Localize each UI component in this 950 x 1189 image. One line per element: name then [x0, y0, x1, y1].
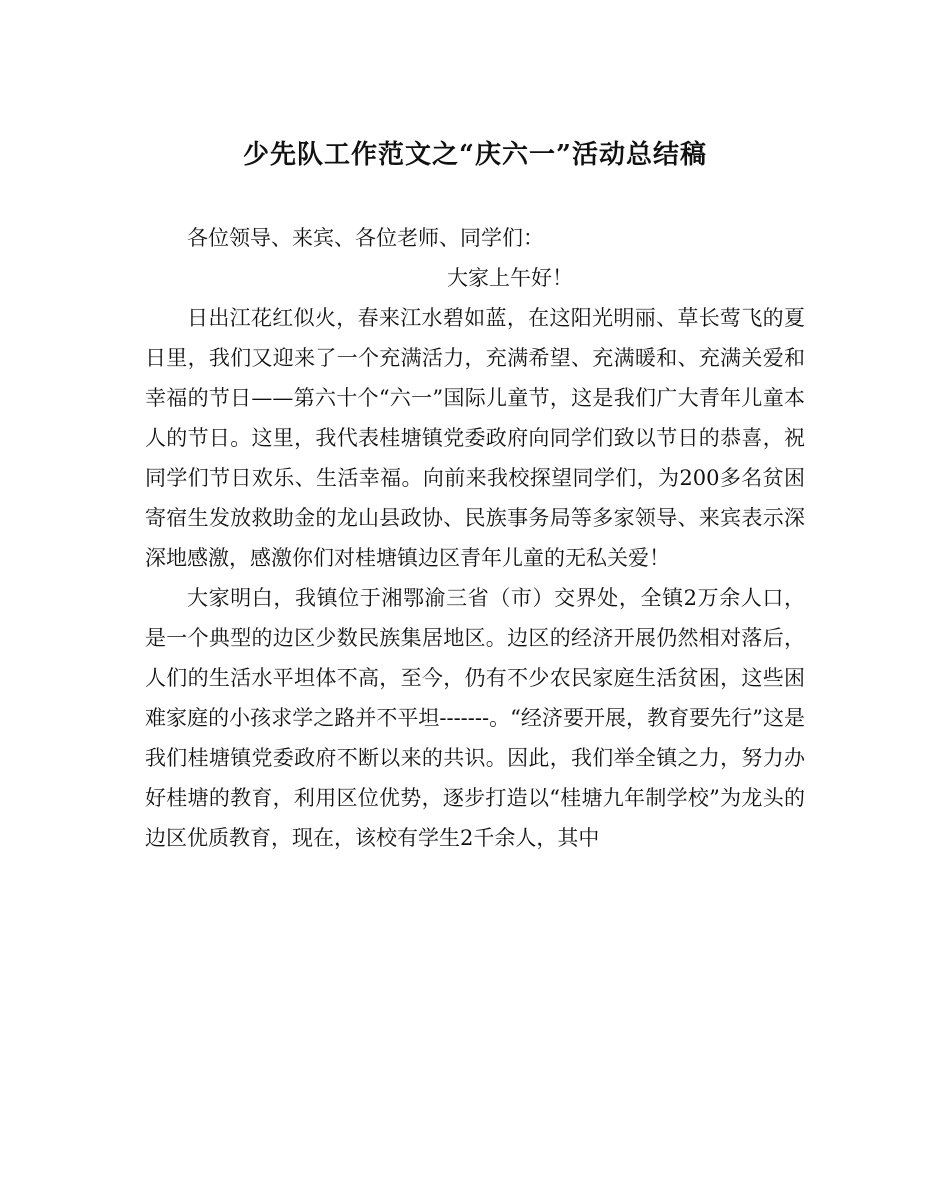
document-title: 少先队工作范文之“庆六一”活动总结稿 — [243, 140, 707, 170]
paragraph-2: 大家明白，我镇位于湘鄂渝三省（市）交界处，全镇2万余人口，是一个典型的边区少数民族集居地区。边区的经济开展仍然相对落后，人们的生活水平坦体不高，至今，仍有不少农民家庭生活贫困，这些困难家庭的小孩求学之路并不平坦-------。“经济要开展，教育要先行”这是我们桂塘镇党委政府不断以来的共识。因此，我们举全镇之力，努力办好桂塘的教育，利用区位优势，逐步打造以“桂塘九年制学校”为龙头的边区优质教育，现在，该校有学生2千余人，其中 — [145, 586, 805, 850]
greeting: 大家上午好！ — [447, 266, 573, 290]
salutation: 各位领导、来宾、各位老师、同学们： — [187, 226, 544, 250]
paragraph-1: 日出江花红似火，春来江水碧如蓝，在这阳光明丽、草长莺飞的夏日里，我们又迎来了一个充满活力，充满希望、充满暖和、充满关爱和幸福的节日——第六十个“六一”国际儿童节，这是我们广大青年儿童本人的节日。这里，我代表桂塘镇党委政府向同学们致以节日的恭喜，祝同学们节日欢乐、生活幸福。向前来我校探望同学们，为200多名贫困寄宿生发放救助金的龙山县政协、民族事务局等多家领导、来宾表示深深地感激，感激你们对桂塘镇边区青年儿童的无私关爱！ — [145, 306, 805, 570]
document-body — [145, 218, 805, 858]
